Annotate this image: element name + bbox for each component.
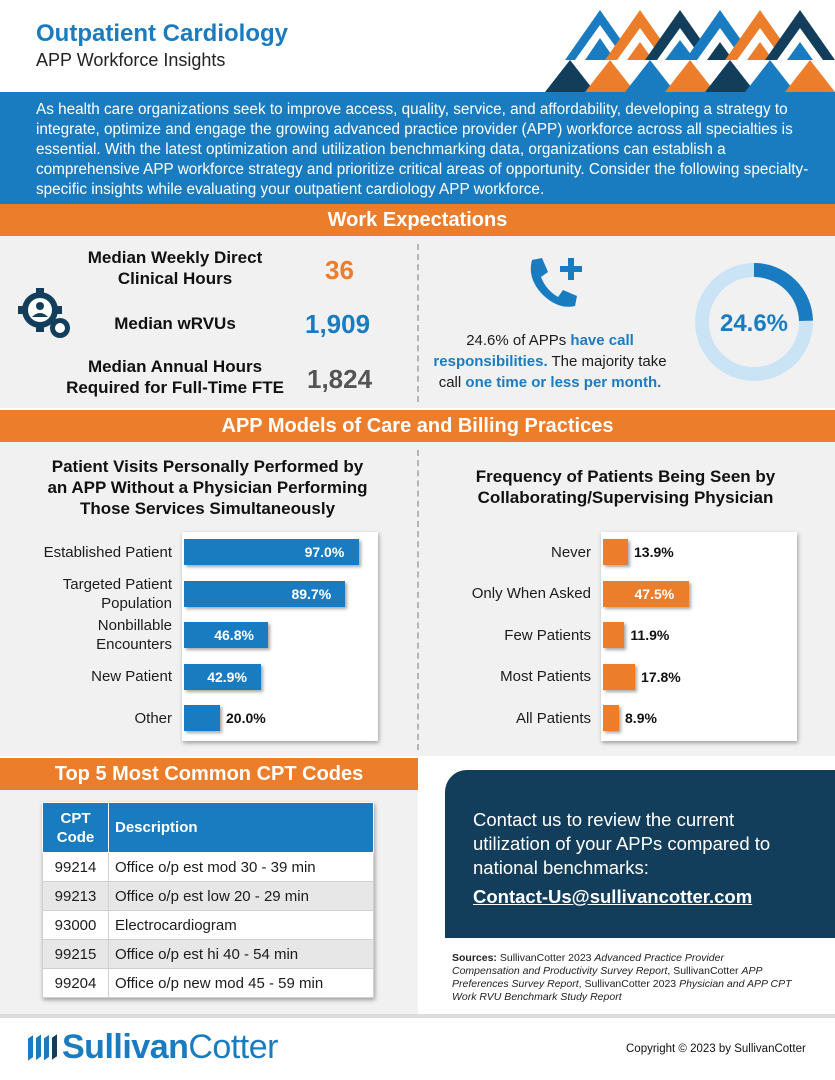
chart1-data-label: 97.0% (304, 544, 345, 560)
cpt-code-cell: 93000 (43, 911, 109, 940)
chart1-data-label: 89.7% (291, 585, 332, 602)
chart1-data-label: 46.8% (214, 627, 254, 644)
table-row (43, 940, 374, 969)
call-text-highlight-2: one time or less per month. (465, 374, 662, 391)
cpt-desc-cell: Office o/p est mod 30 - 39 min (109, 853, 374, 882)
chart2-category-label-line: Few Patients (504, 626, 591, 644)
chart2-category-label (421, 584, 591, 603)
footer-divider (0, 1014, 835, 1018)
chart1-category-label-line: Other (134, 709, 172, 727)
table-row (43, 911, 374, 940)
cpt-code-header (43, 803, 109, 853)
chart1-title-line2: an APP Without a Physician Performing (47, 478, 368, 497)
contact-email-link[interactable]: Contact-Us@sullivancotter.com (473, 886, 753, 907)
annual-hours-label-line1: Median Annual Hours (87, 357, 263, 376)
chart2-data-label: 47.5% (634, 585, 675, 602)
phone-plus-icon (522, 254, 590, 316)
contact-text: Contact us to review the current utilization of your APPs compared to national benchmarks: (473, 809, 771, 878)
chart2-category-label-line: Only When Asked (471, 585, 591, 603)
call-text-mid: The majority take call (438, 353, 667, 391)
cpt-desc-cell: Office o/p est low 20 - 29 min (109, 882, 374, 911)
chart2-category-label (421, 667, 591, 686)
call-donut-chart (692, 260, 816, 384)
sullivancotter-logo (62, 1028, 278, 1067)
chart2-bar (603, 705, 619, 731)
cpt-code-cell: 99213 (43, 882, 109, 911)
sources-report-title: APP Preferences Survey Report (452, 965, 763, 990)
chart2-category-label (421, 709, 591, 728)
call-responsibility-text (422, 330, 678, 393)
cpt-table-header (43, 803, 374, 853)
chart1-category-label (12, 575, 172, 613)
sources-report-title: Advanced Practice Provider Compensation and Productivity Survey Report (452, 952, 724, 977)
divider (417, 244, 419, 402)
cpt-desc-cell: Office o/p new mod 45 - 59 min (109, 969, 374, 998)
cpt-code-header-line2: Code (56, 828, 95, 846)
work-expectations-heading: Work Expectations (0, 204, 835, 236)
chart1-category-label (12, 616, 172, 654)
sources-text: , SullivanCotter 2023 (578, 978, 680, 990)
call-text-highlight-1: have call responsibilities. (433, 332, 634, 370)
chart1-bar (184, 705, 220, 731)
chart2-category-label-line: Never (550, 543, 591, 561)
wrvus-label (40, 313, 310, 334)
chart1-category-label-line: Targeted Patient (62, 575, 172, 593)
chart2-bar (603, 622, 624, 648)
copyright: Copyright © 2023 by SullivanCotter (626, 1043, 806, 1055)
chart2-category-label-line: All Patients (515, 709, 591, 727)
header (0, 0, 835, 92)
chart2-category-label (421, 543, 591, 562)
divider (417, 450, 419, 750)
intro-paragraph: As health care organizations seek to improve access, quality, service, and affordability, developing a strategy to integrate, optimize and engage the growing advanced practice provider (APP) workforce across all specialties is essential. With the latest optimization and utilization benchmarking data, organizations can establish a comprehensive APP workforce strategy and prioritize critical areas of opportunity. Consider the following specialty-specific insights while evaluating your outpatient cardiology APP workforce. (0, 92, 835, 204)
chart1-category-label-line: Nonbillable (97, 617, 172, 635)
chart1-title-line1: Patient Visits Personally Performed by (51, 457, 364, 476)
chart1-category-label (12, 667, 172, 686)
annual-hours-label (40, 356, 310, 398)
chart1-data-label: 20.0% (226, 710, 266, 727)
logo-text-part2: Cotter (188, 1028, 278, 1066)
chart1-data-label: 42.9% (207, 668, 247, 685)
wrvus-label-line1: Median wRVUs (114, 314, 236, 333)
page-title: Outpatient Cardiology (36, 20, 288, 47)
cpt-heading: Top 5 Most Common CPT Codes (0, 758, 418, 790)
weekly-hours-label-line1: Median Weekly Direct (87, 248, 263, 267)
chart2-data-label: 8.9% (625, 710, 657, 727)
chart1-category-label-line: Encounters (96, 636, 172, 654)
cpt-code-cell: 99214 (43, 853, 109, 882)
cpt-code-cell: 99204 (43, 969, 109, 998)
cpt-code-cell: 99215 (43, 940, 109, 969)
chart1-title (20, 456, 395, 519)
logo-text-part1: Sullivan (62, 1028, 189, 1066)
weekly-hours-label (40, 247, 310, 289)
chart2-data-label: 11.9% (630, 627, 670, 644)
chart2-title-line2: Collaborating/Supervising Physician (477, 488, 774, 507)
cpt-desc-cell: Electrocardiogram (109, 911, 374, 940)
sullivancotter-logo-mark (26, 1028, 58, 1064)
donut-label: 24.6% (719, 310, 789, 337)
sources-note (452, 952, 792, 1004)
cpt-desc-cell: Office o/p est hi 40 - 54 min (109, 940, 374, 969)
models-of-care-heading: APP Models of Care and Billing Practices (0, 410, 835, 442)
annual-hours-value: 1,824 (307, 364, 373, 394)
chart2-title (428, 466, 823, 508)
chart2-data-label: 17.8% (641, 668, 681, 685)
call-text-pre: 24.6% of APPs (466, 332, 571, 349)
chart2-title-line1: Frequency of Patients Being Seen by (475, 467, 776, 486)
chart1-category-label (12, 543, 172, 562)
table-row (43, 969, 374, 998)
sources-label: Sources: (452, 952, 497, 964)
chart2-category-label-line: Most Patients (500, 668, 591, 686)
wrvus-value: 1,909 (305, 309, 371, 339)
cpt-code-header-line1: CPT (60, 809, 91, 827)
annual-hours-label-line2: Required for Full-Time FTE (66, 378, 284, 397)
chart1-category-label-line: Population (101, 594, 172, 612)
chart1-category-label (12, 709, 172, 728)
chart1-category-label-line: Established Patient (43, 543, 172, 561)
chart2-bar (603, 664, 635, 690)
weekly-hours-label-line2: Clinical Hours (117, 269, 233, 288)
page-subtitle: APP Workforce Insights (36, 50, 226, 70)
sources-report-title: Physician and APP CPT Work RVU Benchmark Study Report (452, 978, 792, 1003)
chart2-data-label: 13.9% (634, 544, 674, 560)
chart2-category-label (421, 626, 591, 645)
cpt-table (42, 802, 374, 998)
contact-box (445, 770, 835, 938)
chart1-category-label-line: New Patient (91, 668, 172, 686)
cpt-desc-header: Description (109, 803, 374, 853)
table-row (43, 882, 374, 911)
chart2-bar (603, 539, 628, 565)
sources-text: SullivanCotter 2023 (496, 952, 595, 964)
geometric-pattern-graphic (545, 0, 835, 92)
table-row (43, 853, 374, 882)
sources-text: , SullivanCotter (667, 965, 742, 977)
weekly-hours-value: 36 (325, 255, 354, 285)
chart1-title-line3: Those Services Simultaneously (79, 499, 336, 518)
